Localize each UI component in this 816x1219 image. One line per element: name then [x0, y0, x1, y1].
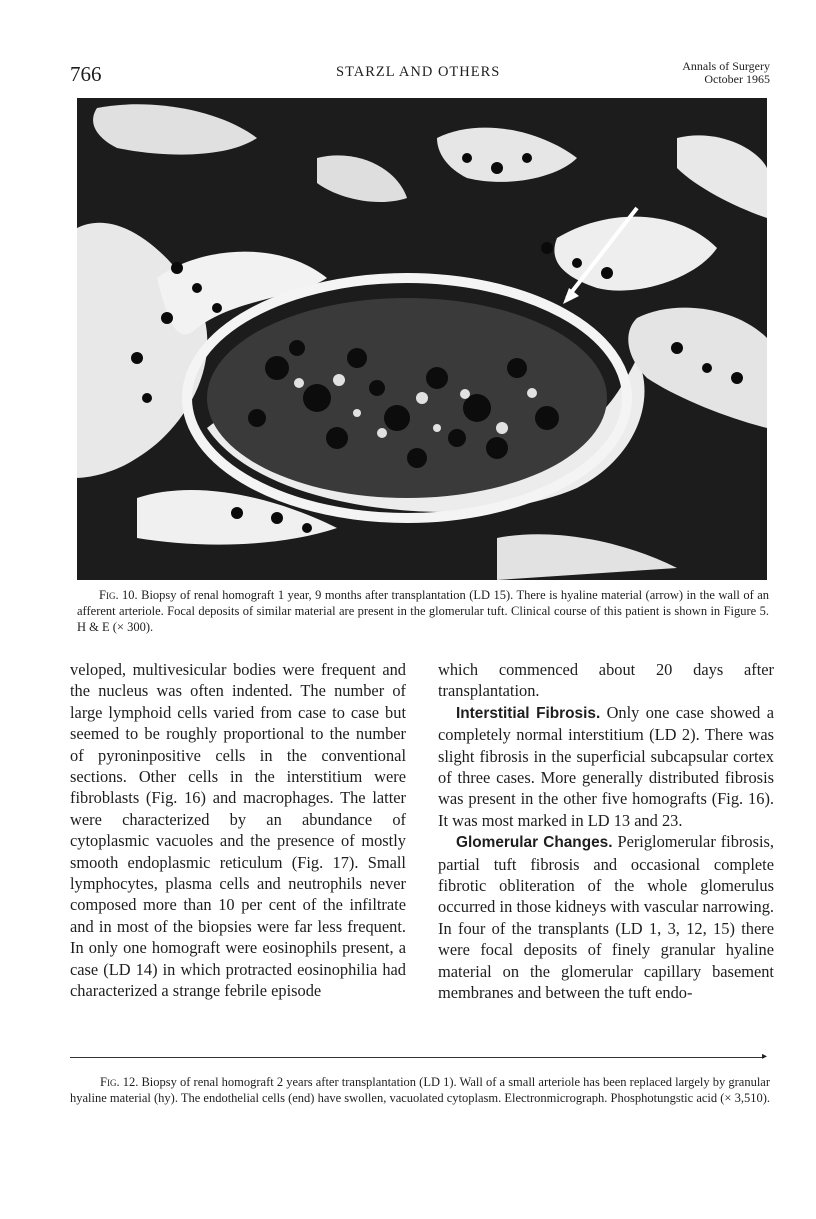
figure-12-caption-text: Biopsy of renal homograft 2 years after transplantation (LD 1). Wall of a small arteriole has been replaced largely by granular hyaline material (hy). The endothelial cells (end) have swollen, vacuolated cytoplasm. Electronmicrograph. Phosphotungstic acid (× 3,510). — [70, 1075, 771, 1105]
rule-arrowhead-icon: ▸ — [762, 1051, 768, 1062]
interstitial-fibrosis-paragraph — [438, 702, 774, 831]
figure-10-caption — [77, 587, 769, 635]
glomerular-changes-heading: Glomerular Changes. — [456, 834, 613, 852]
micrograph-image — [77, 98, 767, 580]
interstitial-fibrosis-text: Only one case showed a completely normal interstitium (LD 2). There was slight fibrosis in the superficial subcapsular cortex of three cases. More generally distributed fibrosis was present in the other five homografts (Fig. 16). It was most marked in LD 13 and 23. — [438, 702, 775, 830]
journal-info — [682, 60, 770, 86]
page-number: 766 — [70, 62, 102, 86]
interstitial-fibrosis-heading: Interstitial Fibrosis. — [456, 704, 601, 722]
glomerular-changes-text: Periglomerular fibrosis, partial tuft fibrosis and occasional complete fibrotic obliteration of the whole glomerulus occurred in those kidneys with vascular narrowing. In four of the transplants (LD 1, 3, 12, 15) there were focal deposits of finely granular hyaline material on the glomerular capillary basement membranes and between the tuft endo- — [438, 832, 774, 1003]
left-column — [70, 659, 406, 1002]
figure-10-caption-text: Biopsy of renal homograft 1 year, 9 months after transplantation (LD 15). There is hyaline material (arrow) in the wall of an afferent arteriole. Focal deposits of similar material are present in the glomerular tuft. Clinical course of this patient is shown in Figure 5. H & E (× 300). — [77, 588, 770, 634]
right-column-continuation: which commenced about 20 days after transplantation. — [438, 660, 774, 701]
glomerular-changes-paragraph — [438, 831, 774, 1003]
right-column — [438, 659, 774, 1004]
left-column-text: veloped, multivesicular bodies were frequent and the nucleus was often indented. The number of large lymphoid cells varied from case to case but seemed to be roughly proportional to the number of pyroninpositive cells in the conventional sections. Other cells in the interstitium were fibroblasts (Fig. 16) and macrophages. The latter were characterized by an abundance of cytoplasmic vacuoles and the presence of mostly smooth endoplasmic reticulum (Fig. 17). Small lymphocytes, plasma cells and neutrophils never composed more than 10 per cent of the infiltrate and in most of the biopsies were far less frequent. In only one homograft were eosinophils present, a case (LD 14) in which protracted eosinophilia had characterized a strange febrile episode — [70, 660, 406, 1001]
running-head: STARZL AND OTHERS — [336, 64, 501, 80]
figure-12-rule — [70, 1057, 764, 1058]
journal-issue-date: October 1965 — [704, 72, 770, 86]
figure-10-label: Fig. 10. — [99, 588, 138, 602]
journal-title: Annals of Surgery — [682, 59, 770, 73]
figure-12-caption — [70, 1074, 770, 1106]
figure-12-label: Fig. 12. — [100, 1075, 139, 1089]
